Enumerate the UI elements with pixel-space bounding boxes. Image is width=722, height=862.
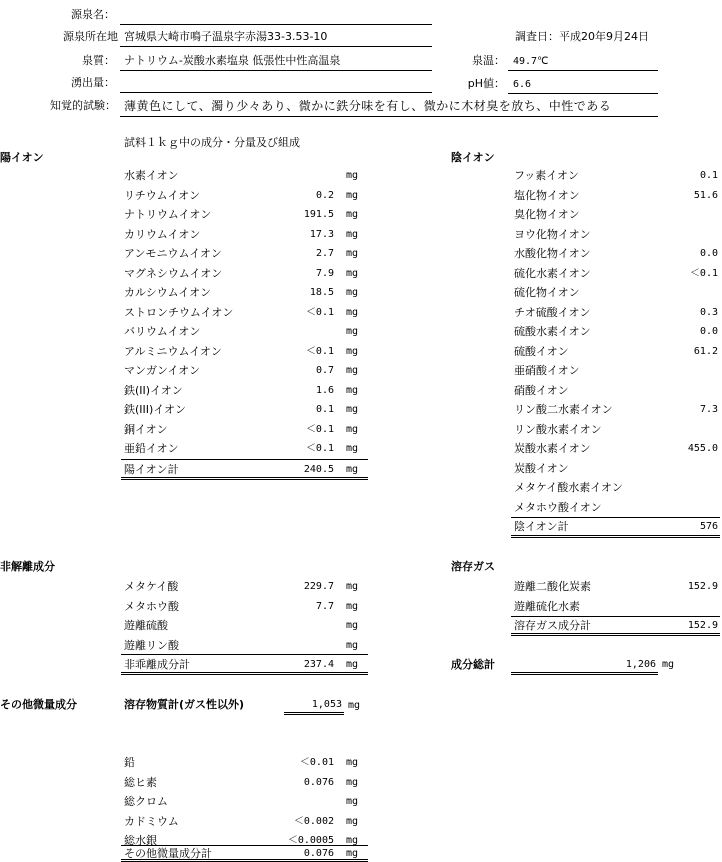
sensory-value: 薄黄色にして、濁り少々あり、微かに鉄分味を有し、微かに木材臭を放ち、中性である bbox=[124, 99, 612, 113]
cation-row-name: リチウムイオン bbox=[124, 188, 201, 202]
trace-total-unit: mg bbox=[346, 848, 359, 859]
nondiss-row-value: 229.7 bbox=[303, 581, 334, 592]
cation-row-value: 0.1 bbox=[315, 404, 334, 415]
cation-row-name: アンモニウムイオン bbox=[124, 247, 222, 260]
ph-label: pH値： bbox=[467, 77, 505, 90]
nondiss-row-name: メタホウ酸 bbox=[124, 599, 179, 613]
anion-row-name: 硫化物イオン bbox=[514, 286, 580, 299]
trace-total-label: その他微量成分計 bbox=[124, 847, 212, 860]
flow-underline bbox=[120, 92, 432, 93]
cations-title: 陽イオン bbox=[0, 151, 44, 164]
cation-row-unit: mg bbox=[346, 423, 359, 435]
trace-row-value: 0.076 bbox=[303, 776, 334, 788]
cation-row-unit: mg bbox=[346, 326, 359, 337]
cation-row-value: 191.5 bbox=[303, 209, 334, 220]
anion-row-name: フッ素イオン bbox=[514, 169, 579, 182]
trace-row-name: 総クロム bbox=[124, 795, 168, 808]
cation-row-unit: mg bbox=[346, 228, 359, 240]
cation-row-unit: mg bbox=[346, 443, 359, 454]
cation-row-value: 18.5 bbox=[309, 287, 334, 298]
anions-title: 陰イオン bbox=[451, 151, 495, 164]
cation-row-value: 0.7 bbox=[315, 365, 334, 376]
dissolved-unit: mg bbox=[348, 700, 361, 711]
nondissociated-title: 非解離成分 bbox=[0, 560, 55, 573]
nondiss-row-name: 遊離リン酸 bbox=[124, 638, 179, 652]
trace-total-value: 0.076 bbox=[303, 848, 334, 859]
anion-row-value: 0.1 bbox=[699, 170, 718, 181]
nondiss-total-topline bbox=[121, 654, 368, 655]
cation-row-name: 鉄(II)イオン bbox=[124, 383, 183, 397]
cation-row-unit: mg bbox=[346, 365, 359, 376]
anion-row-name: 硫化水素イオン bbox=[514, 266, 591, 280]
cation-row-value: ＜0.1 bbox=[305, 423, 334, 435]
cations-total-topline bbox=[121, 459, 368, 460]
cation-row-unit: mg bbox=[346, 306, 359, 318]
ph-value: 6.6 bbox=[513, 79, 532, 90]
cation-row-name: カルシウムイオン bbox=[124, 286, 212, 299]
cation-row-name: マンガンイオン bbox=[124, 364, 201, 377]
cations-total-value: 240.5 bbox=[303, 464, 334, 475]
cation-row-unit: mg bbox=[346, 209, 359, 220]
cation-row-name: アルミニウムイオン bbox=[124, 344, 222, 358]
anion-row-value: 455.0 bbox=[687, 443, 718, 454]
nondiss-row-name: 遊離硫酸 bbox=[124, 619, 168, 632]
trace-row-unit: mg bbox=[346, 835, 359, 846]
trace-row-name: 鉛 bbox=[124, 756, 135, 769]
gas-row-name: 遊離硫化水素 bbox=[514, 599, 580, 613]
nondiss-row-value: 7.7 bbox=[315, 600, 334, 612]
anion-row-name: メタホウ酸イオン bbox=[514, 500, 602, 514]
gases-total-topline bbox=[511, 616, 720, 617]
survey-date: 調査日：平成20年9月24日 bbox=[515, 30, 649, 43]
cation-row-value: ＜0.1 bbox=[305, 345, 334, 357]
cation-row-unit: mg bbox=[346, 189, 359, 201]
gases-title: 溶存ガス bbox=[451, 560, 495, 573]
anions-total-value: 576 bbox=[699, 521, 718, 532]
anion-row-value: 7.3 bbox=[699, 404, 718, 415]
flow-label: 湧出量： bbox=[71, 76, 115, 89]
cation-row-unit: mg bbox=[346, 404, 359, 415]
cations-total-label: 陽イオン計 bbox=[124, 463, 179, 476]
temp-underline bbox=[508, 70, 658, 71]
source-name-underline bbox=[120, 24, 432, 25]
cation-row-unit: mg bbox=[346, 287, 359, 298]
nondiss-total-value: 237.4 bbox=[303, 659, 334, 670]
anion-row-name: 水酸化物イオン bbox=[514, 247, 591, 260]
cation-row-value: 0.2 bbox=[315, 189, 334, 201]
gases-total-value: 152.9 bbox=[687, 620, 718, 631]
trace-total-topline bbox=[121, 845, 368, 846]
grand-total-value: 1,206 bbox=[625, 659, 656, 670]
trace-row-value: ＜0.0005 bbox=[287, 835, 334, 846]
nondiss-row-name: メタケイ酸 bbox=[124, 580, 179, 593]
trace-row-name: 総ヒ素 bbox=[124, 775, 157, 789]
anions-total-topline bbox=[511, 517, 720, 518]
trace-row-name: カドミウム bbox=[124, 814, 179, 828]
source-name-label: 源泉名： bbox=[71, 8, 115, 21]
dissolved-value: 1,053 bbox=[311, 699, 342, 710]
trace-title: その他微量成分 bbox=[0, 698, 77, 711]
trace-row-value: ＜0.002 bbox=[293, 815, 334, 827]
anion-row-name: 炭酸イオン bbox=[514, 461, 569, 475]
cation-row-value: ＜0.1 bbox=[305, 443, 334, 454]
quality-label: 泉質： bbox=[82, 54, 115, 67]
cation-row-name: マグネシウムイオン bbox=[124, 266, 223, 280]
sensory-label: 知覚的試験： bbox=[50, 99, 116, 112]
cation-row-name: 銅イオン bbox=[124, 422, 168, 436]
anion-row-name: 炭酸水素イオン bbox=[514, 442, 591, 455]
nondiss-total-label: 非乖離成分計 bbox=[124, 658, 190, 671]
trace-row-unit: mg bbox=[346, 796, 359, 807]
anion-row-name: 臭化物イオン bbox=[514, 208, 580, 221]
cation-row-name: 水素イオン bbox=[124, 169, 179, 182]
grand-total-label: 成分総計 bbox=[451, 658, 495, 671]
trace-row-name: 総水銀 bbox=[124, 834, 157, 847]
nondiss-row-unit: mg bbox=[346, 620, 359, 631]
anion-row-name: 硝酸イオン bbox=[514, 383, 569, 397]
temp-value: 49.7℃ bbox=[513, 56, 549, 67]
anions-total-label: 陰イオン計 bbox=[514, 520, 569, 533]
anion-row-name: ヨウ化物イオン bbox=[514, 227, 591, 241]
gas-row-value: 152.9 bbox=[687, 581, 718, 592]
nondiss-total-unit: mg bbox=[346, 659, 359, 670]
gases-total-doubleline bbox=[511, 633, 720, 636]
anion-row-value: 51.6 bbox=[693, 189, 718, 201]
cation-row-value: 2.7 bbox=[315, 248, 334, 259]
cation-row-value: 1.6 bbox=[315, 384, 334, 396]
trace-row-unit: mg bbox=[346, 776, 359, 788]
cation-row-name: 鉄(III)イオン bbox=[124, 403, 186, 416]
nondiss-row-unit: mg bbox=[346, 600, 359, 612]
temp-label: 泉温： bbox=[472, 54, 505, 67]
anion-row-name: メタケイ酸水素イオン bbox=[514, 481, 623, 494]
cation-row-unit: mg bbox=[346, 267, 359, 279]
trace-row-value: ＜0.01 bbox=[299, 757, 334, 768]
cation-row-value: ＜0.1 bbox=[305, 306, 334, 318]
trace-row-unit: mg bbox=[346, 815, 359, 827]
cation-row-unit: mg bbox=[346, 248, 359, 259]
cation-row-value: 17.3 bbox=[309, 228, 334, 240]
anion-row-value: ＜0.1 bbox=[689, 267, 718, 279]
dissolved-label: 溶存物質計(ガス性以外) bbox=[124, 698, 245, 711]
cation-row-unit: mg bbox=[346, 384, 359, 396]
grand-total-doubleline bbox=[511, 672, 658, 675]
anion-row-name: リン酸二水素イオン bbox=[514, 403, 613, 416]
sensory-underline bbox=[120, 116, 658, 117]
dissolved-doubleline bbox=[284, 712, 344, 715]
cation-row-unit: mg bbox=[346, 345, 359, 357]
cation-row-name: 亜鉛イオン bbox=[124, 442, 179, 455]
cation-row-name: ナトリウムイオン bbox=[124, 208, 212, 221]
ph-underline bbox=[508, 93, 658, 94]
location-value: 宮城県大崎市鳴子温泉字赤湯33-3.53-10 bbox=[124, 30, 328, 43]
gases-total-label: 溶存ガス成分計 bbox=[514, 619, 591, 632]
section-title: 試料１ｋｇ中の成分・分量及び組成 bbox=[124, 136, 300, 149]
nondiss-row-unit: mg bbox=[346, 581, 359, 592]
anion-row-name: 亜硝酸イオン bbox=[514, 364, 580, 377]
anion-row-name: チオ硫酸イオン bbox=[514, 305, 591, 319]
anion-row-value: 0.3 bbox=[699, 306, 718, 318]
nondiss-total-doubleline bbox=[121, 672, 368, 675]
anion-row-value: 0.0 bbox=[699, 326, 718, 337]
anion-row-value: 61.2 bbox=[693, 345, 718, 357]
anion-row-name: 塩化物イオン bbox=[514, 188, 580, 202]
anion-row-value: 0.0 bbox=[699, 248, 718, 259]
cation-row-name: カリウムイオン bbox=[124, 227, 201, 241]
cation-row-name: ストロンチウムイオン bbox=[124, 305, 234, 319]
anions-total-doubleline bbox=[511, 535, 720, 538]
nondiss-row-unit: mg bbox=[346, 639, 359, 651]
trace-row-unit: mg bbox=[346, 757, 359, 768]
quality-value: ナトリウム-炭酸水素塩泉 低張性中性高温泉 bbox=[124, 54, 341, 67]
cations-total-unit: mg bbox=[346, 464, 359, 475]
location-label: 源泉所在地 bbox=[63, 30, 118, 43]
gas-row-name: 遊離二酸化炭素 bbox=[514, 580, 591, 593]
grand-total-unit: mg bbox=[662, 659, 675, 670]
anion-row-name: 硫酸水素イオン bbox=[514, 325, 591, 338]
quality-underline bbox=[120, 70, 432, 71]
anion-row-name: 硫酸イオン bbox=[514, 344, 569, 358]
anion-row-name: リン酸水素イオン bbox=[514, 422, 602, 436]
cation-row-name: バリウムイオン bbox=[124, 325, 201, 338]
location-underline bbox=[120, 46, 432, 47]
cation-row-value: 7.9 bbox=[315, 267, 334, 279]
cation-row-unit: mg bbox=[346, 170, 359, 181]
cations-total-doubleline bbox=[121, 477, 368, 480]
